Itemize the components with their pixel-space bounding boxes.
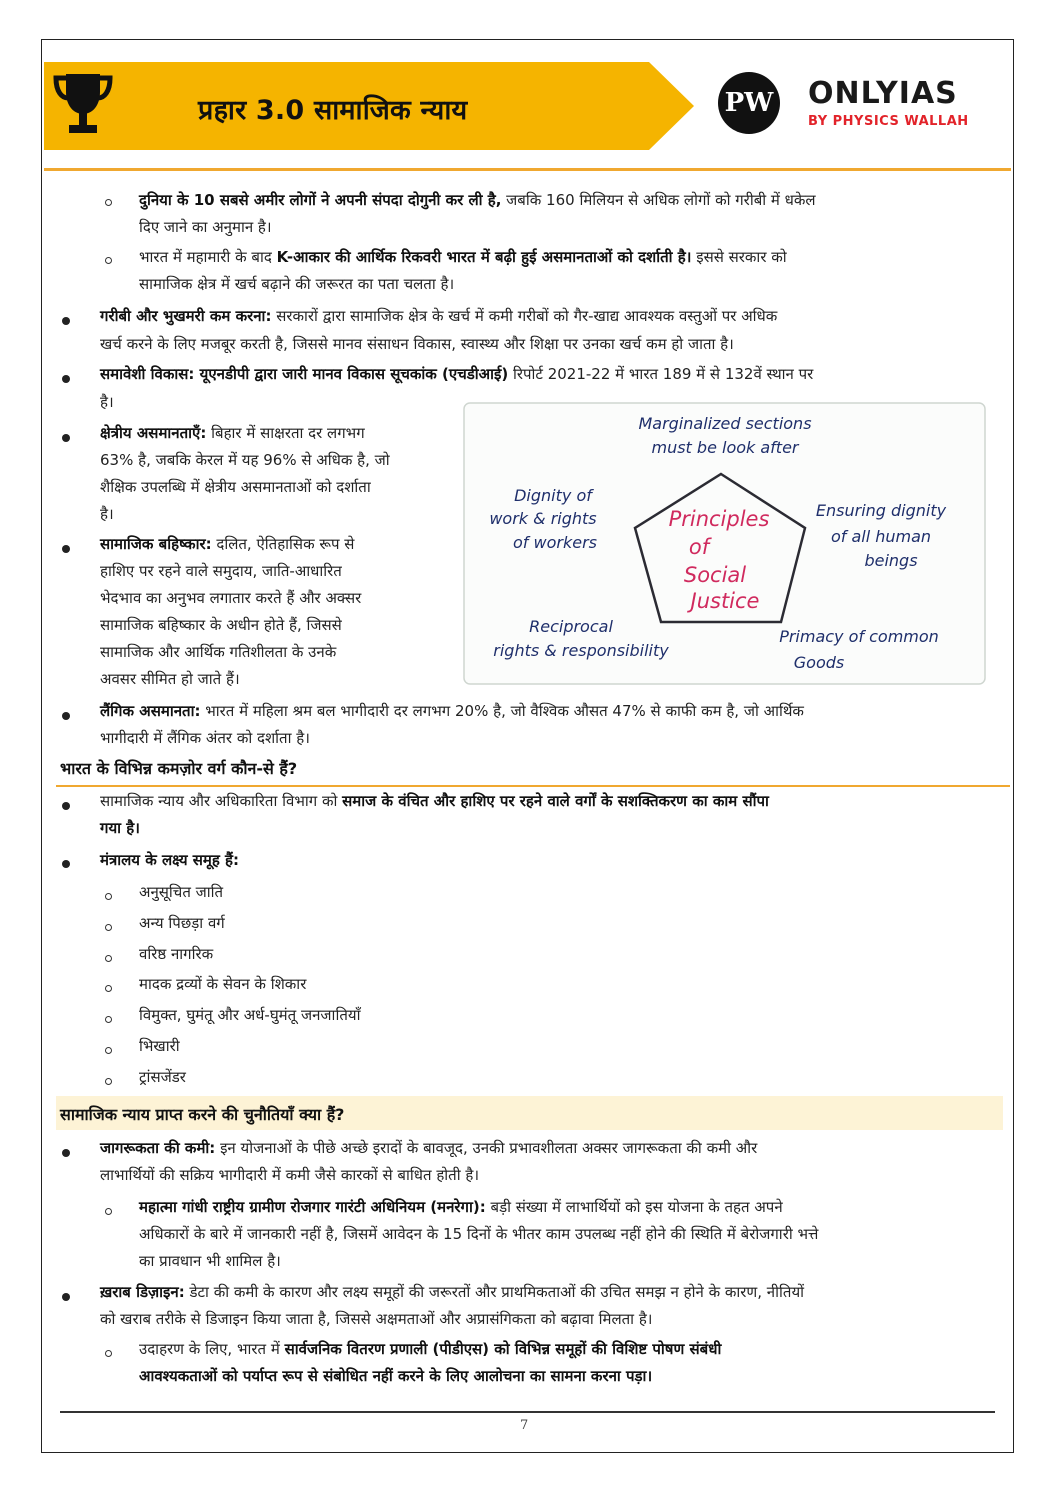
list-item: क्षेत्रीय असमानताएँ: बिहार में साक्षरता दर लगभग	[100, 424, 365, 442]
center-label: Principles	[668, 507, 770, 531]
list-item: समावेशी विकास: यूएनडीपी द्वारा जारी मानव विकास सूचकांक (एचडीआई) रिपोर्ट 2021-22 में भारत 189 में से 132वें स्थान पर	[100, 365, 814, 383]
list-item: मंत्रालय के लक्ष्य समूह हैं:	[100, 851, 239, 869]
bullet-icon	[62, 1149, 70, 1157]
list-item: उदाहरण के लिए, भारत में सार्वजनिक वितरण प्रणाली (पीडीएस) को विभिन्न समूहों की विशिष्ट पोषण संबंधी	[139, 1340, 722, 1358]
right-label: Ensuring dignity	[815, 501, 947, 520]
bottom-left-label: Reciprocal	[529, 617, 613, 636]
center-label: Social	[683, 563, 747, 587]
list-item-line: है।	[100, 393, 114, 411]
bullet-icon	[62, 434, 70, 442]
bullet-icon	[62, 317, 70, 325]
top-label: Marginalized sections	[638, 414, 812, 433]
list-item-line: सामाजिक और आर्थिक गतिशीलता के उनके	[100, 643, 337, 661]
group-item: वरिष्ठ नागरिक	[139, 945, 214, 963]
top-label: must be look after	[651, 438, 799, 457]
list-item-line: खर्च करने के लिए मजबूर करती है, जिससे मानव संसाधन विकास, स्वास्थ्य और शिक्षा पर उनका खर्च कम हो जाता है।	[100, 335, 734, 353]
footer-divider	[60, 1411, 995, 1413]
list-item: महात्मा गांधी राष्ट्रीय ग्रामीण रोजगार गारंटी अधिनियम (मनरेगा): बड़ी संख्या में लाभार्थियों को इस योजना के तहत अपने	[139, 1198, 783, 1216]
sub-bullet-icon	[105, 1350, 112, 1357]
sub-bullet-icon	[105, 1016, 112, 1023]
sub-bullet-icon	[105, 924, 112, 931]
sub-bullet-icon	[105, 1047, 112, 1054]
list-item-line: दिए जाने का अनुमान है।	[139, 218, 272, 236]
pw-logo: PW	[718, 72, 780, 134]
group-item: अनुसूचित जाति	[139, 883, 224, 901]
left-label: Dignity of	[514, 486, 592, 505]
list-item: सामाजिक बहिष्कार: दलित, ऐतिहासिक रूप से	[100, 535, 355, 553]
sub-bullet-icon	[105, 257, 112, 264]
list-item-line: भागीदारी में लैंगिक अंतर को दर्शाता है।	[100, 729, 310, 747]
list-item: जागरूकता की कमी: इन योजनाओं के पीछे अच्छे इरादों के बावजूद, उनकी प्रभावशीलता अक्सर जागरूकता की कमी और	[100, 1139, 758, 1157]
sub-bullet-icon	[105, 199, 112, 206]
section-heading: सामाजिक न्याय प्राप्त करने की चुनौतियाँ क्या हैं?	[60, 1105, 345, 1124]
list-item-line: अवसर सीमित हो जाते हैं।	[100, 670, 240, 688]
bottom-right-label: Goods	[793, 653, 845, 672]
center-label: of	[688, 535, 710, 559]
bottom-right-label: Primacy of common	[779, 627, 939, 646]
right-label: of all human	[830, 527, 932, 546]
sub-bullet-icon	[105, 985, 112, 992]
list-item-line: लाभार्थियों की सक्रिय भागीदारी में कमी जैसे कारकों से बाधित होती है।	[100, 1166, 480, 1184]
bullet-icon	[62, 712, 70, 720]
list-item: भारत में महामारी के बाद K-आकार की आर्थिक रिकवरी भारत में बढ़ी हुई असमानताओं को दर्शाती है। इससे सरकार को	[139, 248, 787, 266]
bullet-icon	[62, 1293, 70, 1301]
list-item-line: है।	[100, 505, 114, 523]
section-heading: भारत के विभिन्न कमज़ोर वर्ग कौन-से हैं?	[60, 759, 298, 778]
bullet-icon	[62, 375, 70, 383]
group-item: मादक द्रव्यों के सेवन के शिकार	[139, 975, 307, 993]
list-item-line: आवश्यकताओं को पर्याप्त रूप से संबोधित नहीं करने के लिए आलोचना का सामना करना पड़ा।	[139, 1367, 653, 1385]
right-label: beings	[864, 551, 918, 570]
sub-bullet-icon	[105, 1208, 112, 1215]
list-item-line: शैक्षिक उपलब्धि में क्षेत्रीय असमानताओं को दर्शाता	[100, 478, 371, 496]
brand-name: ONLYIAS	[808, 76, 958, 111]
bullet-icon	[62, 802, 70, 810]
list-item-line: सामाजिक बहिष्कार के अधीन होते हैं, जिससे	[100, 616, 342, 634]
list-item-line: को खराब तरीके से डिजाइन किया जाता है, जिससे अक्षमताओं और अप्रासंगिकता को बढ़ावा मिलता है।	[100, 1310, 653, 1328]
list-item-line: गया है।	[100, 819, 140, 837]
principles-diagram	[463, 402, 986, 685]
sub-bullet-icon	[105, 1078, 112, 1085]
list-item-line: भेदभाव का अनुभव लगातार करते हैं और अक्सर	[100, 589, 362, 607]
left-label: of workers	[513, 533, 597, 552]
brand-tagline: BY PHYSICS WALLAH	[808, 114, 969, 129]
page-number: 7	[520, 1418, 529, 1433]
list-item-line: सामाजिक क्षेत्र में खर्च बढ़ाने की जरूरत का पता चलता है।	[139, 275, 455, 293]
list-item: सामाजिक न्याय और अधिकारिता विभाग को समाज के वंचित और हाशिए पर रहने वाले वर्गों के सशक्तिकरण का काम सौंपा	[100, 792, 769, 810]
bullet-icon	[62, 860, 70, 868]
bullet-icon	[62, 545, 70, 553]
list-item-line: हाशिए पर रहने वाले समुदाय, जाति-आधारित	[100, 562, 342, 580]
sub-bullet-icon	[105, 955, 112, 962]
sub-bullet-icon	[105, 893, 112, 900]
bottom-left-label: rights & responsibility	[493, 641, 669, 660]
list-item-line: अधिकारों के बारे में जानकारी नहीं है, जिसमें आवेदन के 15 दिनों के भीतर काम उपलब्ध नहीं होने की स्थिति में बेरोजगारी भत्ते	[139, 1225, 819, 1243]
header-divider	[44, 168, 1011, 171]
list-item-line: 63% है, जबकि केरल में यह 96% से अधिक है, जो	[100, 451, 390, 469]
group-item: अन्य पिछड़ा वर्ग	[139, 914, 225, 932]
list-item: ख़राब डिज़ाइन: डेटा की कमी के कारण और लक्ष्य समूहों की जरूरतों और प्राथमिकताओं की उचित समझ न होने के कारण, नीतियों	[100, 1283, 805, 1301]
group-item: ट्रांसजेंडर	[139, 1068, 186, 1086]
list-item: दुनिया के 10 सबसे अमीर लोगों ने अपनी संपदा दोगुनी कर ली है, जबकि 160 मिलियन से अधिक लोगों को गरीबी में धकेल	[139, 191, 816, 209]
center-label: Justice	[690, 589, 760, 613]
group-item: विमुक्त, घुमंतू और अर्ध-घुमंतू जनजातियाँ	[139, 1006, 361, 1024]
list-item: गरीबी और भुखमरी कम करना: सरकारों द्वारा सामाजिक क्षेत्र के खर्च में कमी गरीबों को गैर-खाद्य आवश्यक वस्तुओं पर अधिक	[100, 307, 778, 325]
left-label: work & rights	[489, 509, 597, 528]
trophy-icon	[52, 70, 114, 140]
group-item: भिखारी	[139, 1037, 180, 1055]
list-item-line: का प्रावधान भी शामिल है।	[139, 1252, 281, 1270]
list-item: लैंगिक असमानता: भारत में महिला श्रम बल भागीदारी दर लगभग 20% है, जो वैश्विक औसत 47% से काफी कम है, जो आर्थिक	[100, 702, 804, 720]
page-title: प्रहार 3.0 सामाजिक न्याय	[198, 95, 468, 126]
